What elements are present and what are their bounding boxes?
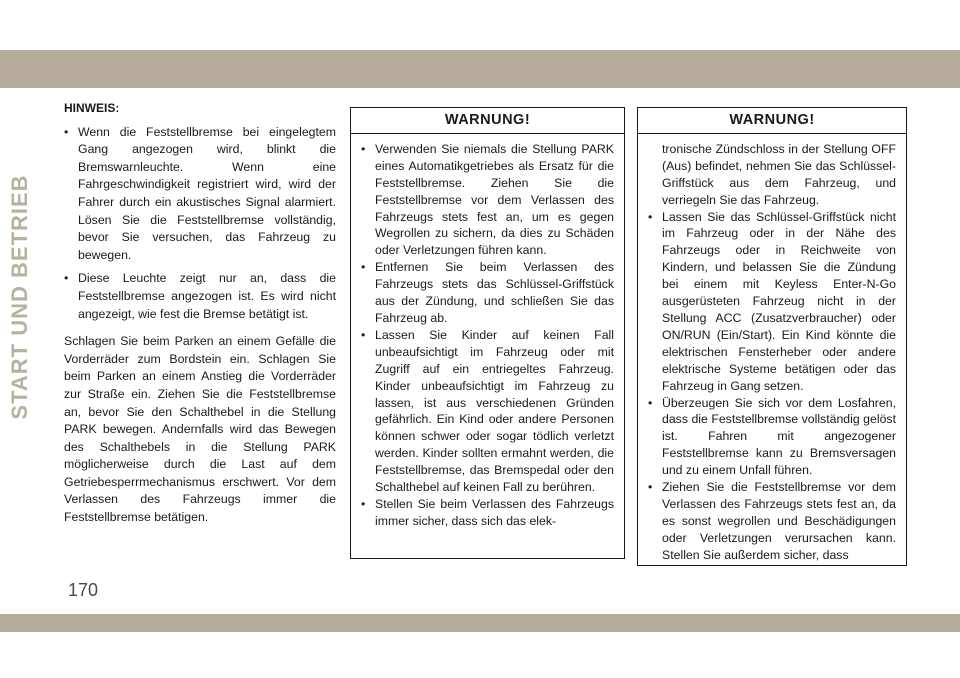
page-number: 170 (68, 580, 99, 600)
warning-bullet-item: • Verwenden Sie niemals die Stellung PARK eines Automatikgetriebes als Ersatz für die Feststellbremse. Ziehen Sie die Feststellbremse vor dem Verlassen des Fahrzeugs stets fest an, um es gegen Wegrollen zu sichern, da dies zu Schäden oder Verletzungen führen kann. (361, 141, 614, 259)
warning-bullet-item: • Entfernen Sie beim Verlassen des Fahrzeugs stets das Schlüssel-Griffstück aus der Zündung, und schließen Sie das Fahrzeug ab. (361, 259, 614, 327)
warning-bullet-item: • Überzeugen Sie sich vor dem Losfahren, dass die Feststellbremse vollständig gelöst ist. Fahren mit angezogener Feststellbremse kann zu Bremsversagen und zu einem Unfall führen. (648, 395, 896, 480)
footer-band (0, 614, 960, 632)
parking-paragraph: Schlagen Sie beim Parken an einem Gefälle die Vorderräder zum Bordstein ein. Schlagen Sie beim Parken an einem Anstieg die Vorderräder zur Straße ein. Ziehen Sie die Feststellbremse an, bevor Sie den Schalthebel in die Stellung PARK bewegen. Andernfalls wird das Bewegen des Schalthebels in die Stellung PARK möglicherweise durch die Last auf dem Getriebesperrmechanismus erschwert. Vor dem Verlassen des Fahrzeugs immer die Feststellbremse betätigen. (64, 334, 336, 525)
warning-box-2-title: WARNUNG! (638, 108, 906, 134)
warning-bullet-item: • Stellen Sie beim Verlassen des Fahrzeugs immer sicher, dass sich das elek- (361, 496, 614, 530)
note-label: HINWEIS: (64, 101, 120, 115)
note-column (64, 100, 336, 527)
warning-box-2 (637, 107, 907, 566)
warning-box-1-body (351, 134, 624, 530)
warning-bullet-item: • Ziehen Sie die Feststellbremse vor dem Verlassen des Fahrzeugs stets fest an, da es sonst wegrollen und Beschädigungen oder Verletzungen verursachen kann. Stellen Sie außerdem sicher, dass (648, 479, 896, 564)
warning-box-1-title: WARNUNG! (351, 108, 624, 134)
warning-2-bullet-list (648, 209, 896, 564)
section-side-title-text: START UND BETRIEB (7, 174, 32, 420)
warning-1-bullet-list (361, 141, 614, 530)
warning-bullet-item: • Lassen Sie das Schlüssel-Griffstück nicht im Fahrzeug oder in der Nähe des Fahrzeugs oder in Reichweite von Kindern, und belassen Sie die Zündung bei einem mit Keyless Enter-N-Go ausgerüsteten Fahrzeug nicht in der Stellung ACC (Zusatzverbraucher) oder ON/RUN (Ein/Start). Ein Kind könnte die elektrischen Fensterheber oder andere elektrische Systeme betätigen oder das Fahrzeug in Gang setzen. (648, 209, 896, 395)
warning-box-2-body (638, 134, 906, 564)
warning-continuation-text: tronische Zündschloss in der Stellung OFF (Aus) befindet, nehmen Sie das Schlüssel-Griffstück aus dem Fahrzeug, und verriegeln Sie das Fahrzeug. (662, 141, 896, 207)
header-band (0, 50, 960, 88)
note-bullet-list (64, 124, 336, 324)
warning-box-1 (350, 107, 625, 559)
warning-bullet-item: • Lassen Sie Kinder auf keinen Fall unbeaufsichtigt im Fahrzeug oder mit Zugriff auf ein entriegeltes Fahrzeug. Kinder unbeaufsichtigt im Fahrzeug zu lassen, ist aus verschiedenen Gründen gefährlich. Ein Kind oder andere Personen können schwer oder sogar tödlich verletzt werden. Kinder sollten ermahnt werden, die Feststellbremse, das Bremspedal oder den Schalthebel auf keinen Fall zu berühren. (361, 327, 614, 496)
note-bullet-item: • Diese Leuchte zeigt nur an, dass die Feststellbremse angezogen ist. Es wird nicht angezeigt, wie fest die Bremse betätigt ist. (64, 270, 336, 323)
note-bullet-item: • Wenn die Feststellbremse bei eingelegtem Gang angezogen wird, blinkt die Bremswarnleuchte. Wenn eine Fahrgeschwindigkeit registriert wird, wird der Fahrer durch ein akustisches Signal alarmiert. Lösen Sie die Feststellbremse vollständig, bevor Sie versuchen, das Fahrzeug zu bewegen. (64, 124, 336, 265)
